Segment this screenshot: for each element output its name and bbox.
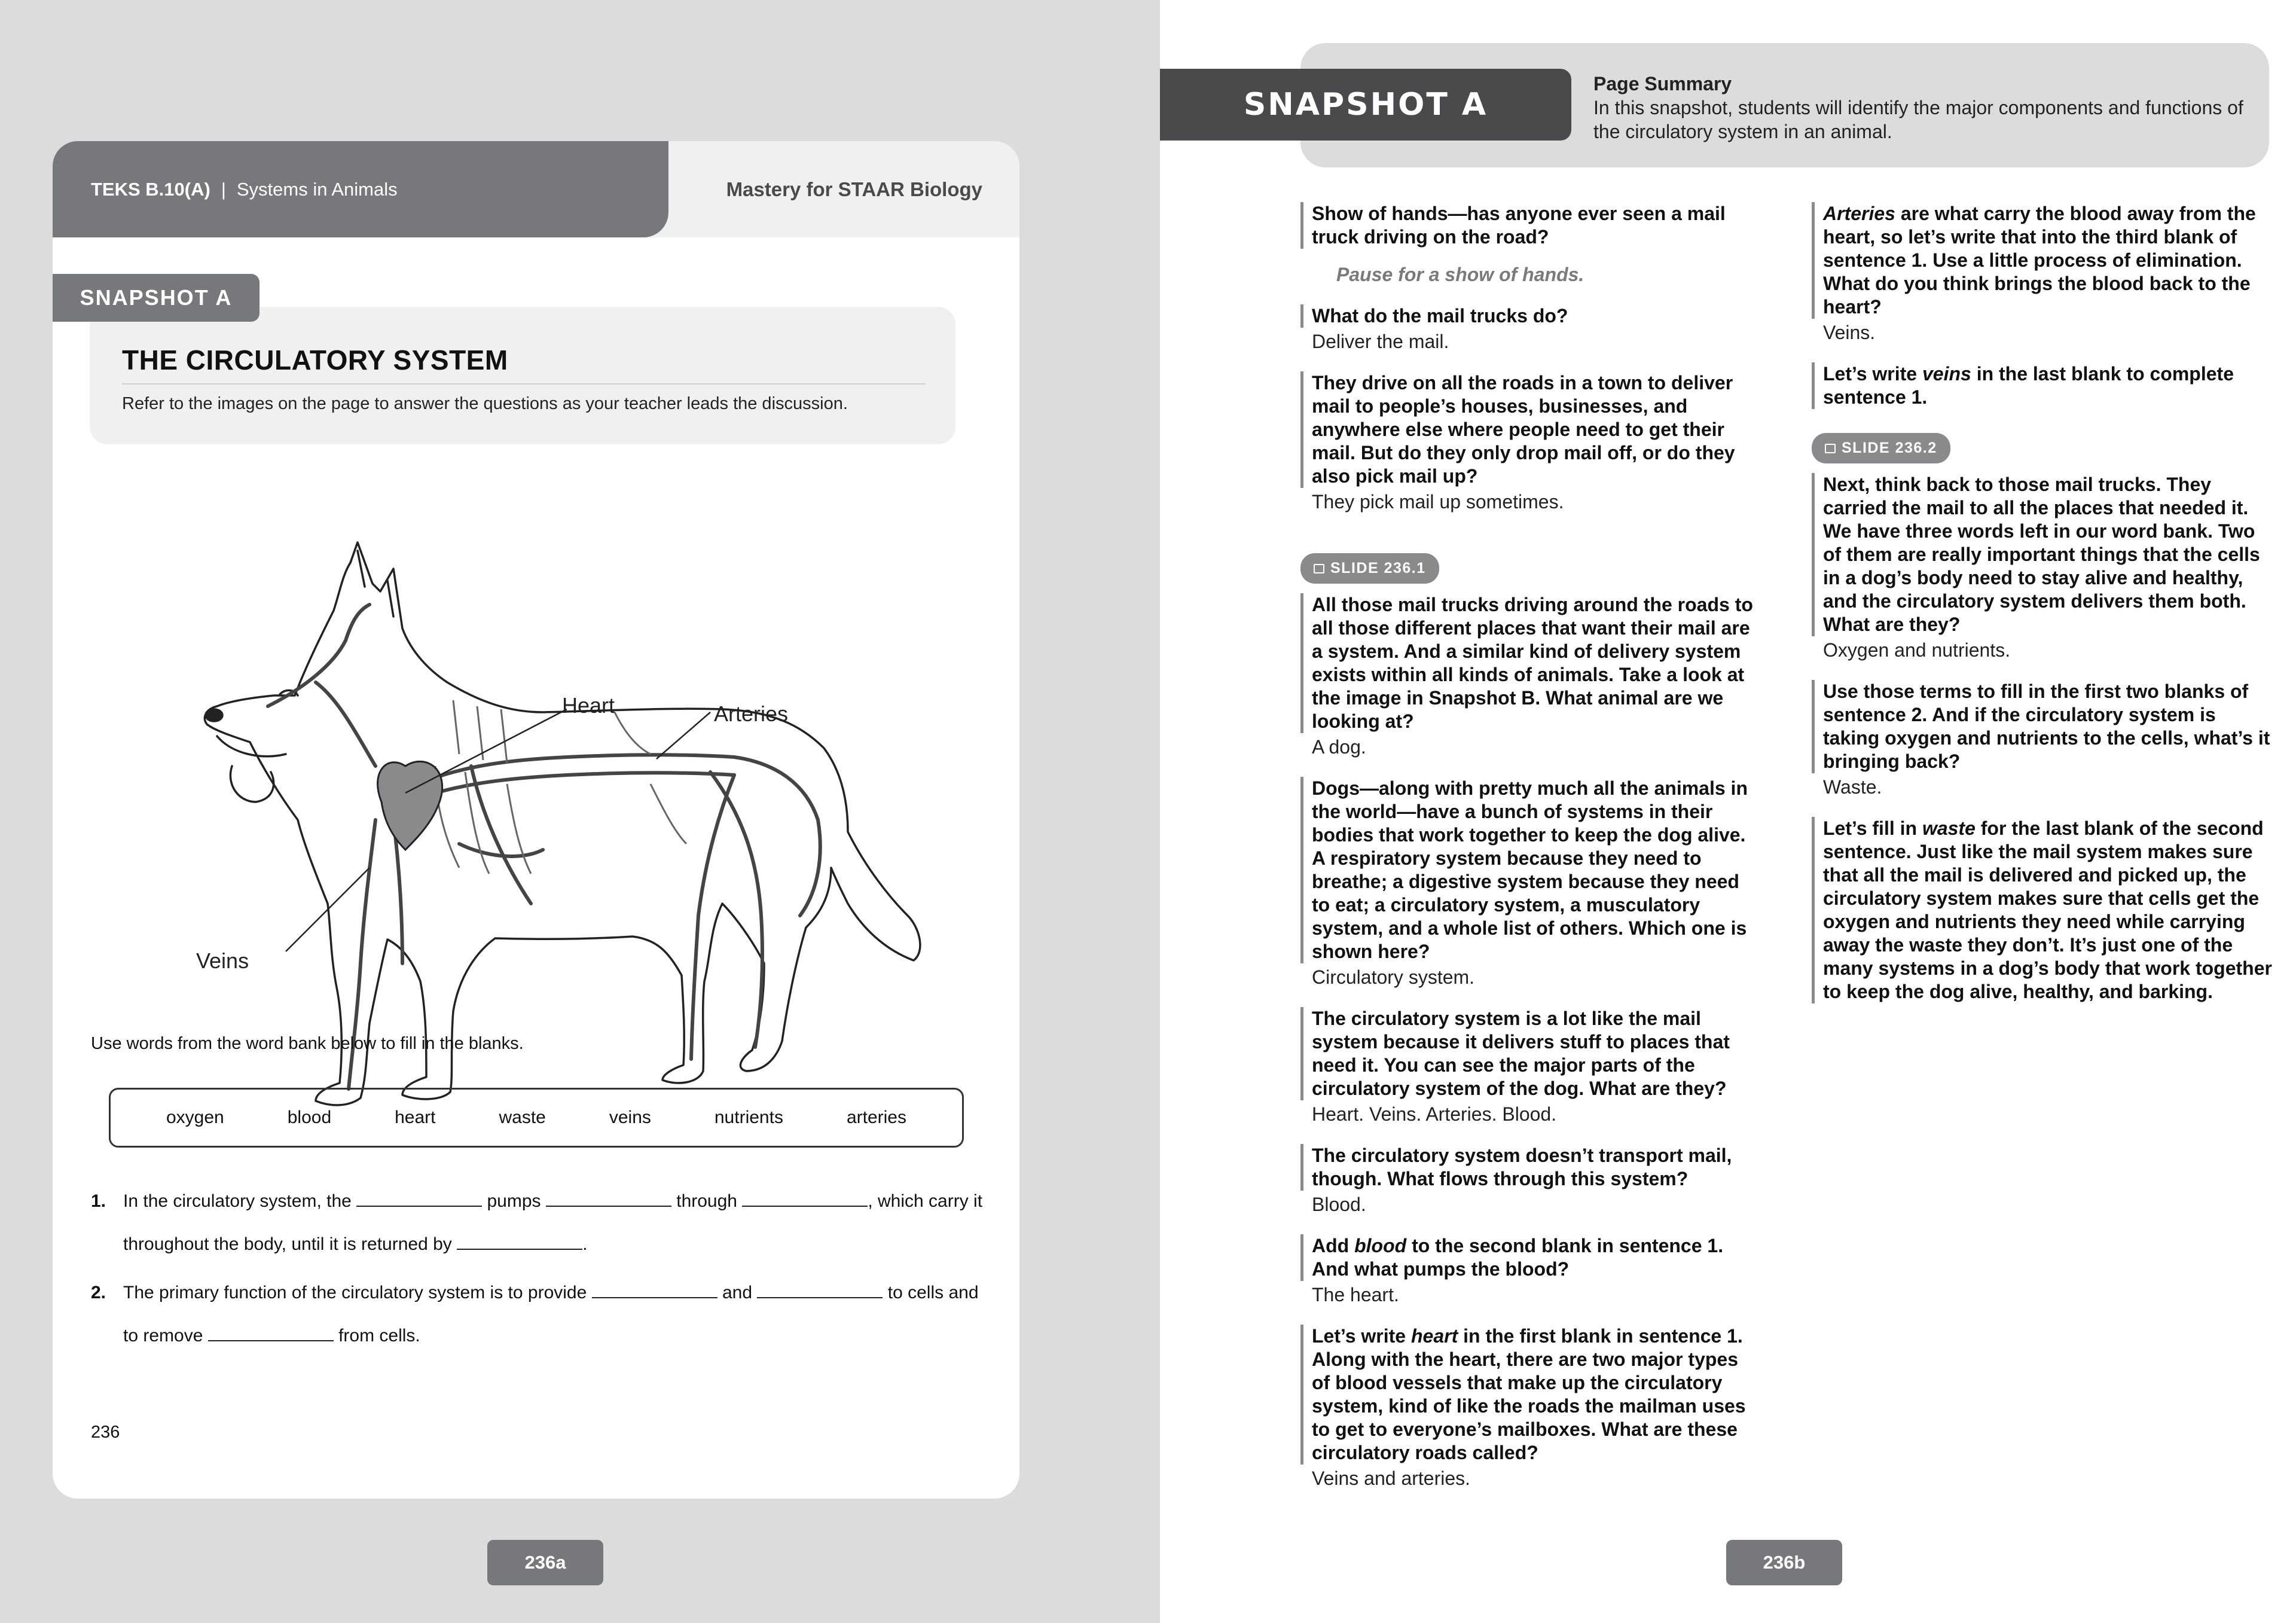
word-bank-item: oxygen: [166, 1108, 224, 1127]
answer-blank[interactable]: [592, 1282, 718, 1298]
word-bank-item: arteries: [846, 1108, 906, 1127]
heart-shape: [378, 761, 442, 850]
answer-blank[interactable]: [742, 1190, 868, 1207]
question-text: .: [582, 1234, 588, 1254]
expected-answer: They pick mail up sometimes.: [1312, 491, 1564, 512]
expected-answer: Heart. Veins. Arteries. Blood.: [1312, 1103, 1557, 1125]
slide-label: SLIDE 236.1: [1330, 560, 1426, 576]
footer-page-tab-236a: 236a: [487, 1540, 603, 1585]
summary-body: In this snapshot, students will identify the major components and functions of the circulatory system in an animal.: [1593, 97, 2243, 142]
word-bank-item: veins: [609, 1108, 651, 1127]
teacher-prompt: Next, think back to those mail trucks. They carried the mail to all the places that needed it. We have three words left in our word bank. Two of them are really important things that the cells in a dog’s body need to stay alive and healthy, and the circulatory system delivers them both. What are they?: [1812, 473, 2272, 636]
expected-answer: Deliver the mail.: [1312, 331, 1449, 352]
topic-label: Systems in Animals: [236, 178, 398, 200]
worksheet-header: [53, 141, 1019, 237]
title-panel: [90, 307, 955, 444]
prompt-text: are what carry the blood away from the heart, so let’s write that into the third blank of sentence 1. Use a little process of elimination. What do you think brings the blood back to the heart?: [1823, 203, 2256, 318]
word-bank-item: blood: [287, 1108, 332, 1127]
footer-page-tab-236b: 236b: [1726, 1540, 1842, 1585]
question-1: [91, 1180, 988, 1266]
question-text: In the circulatory system, the: [123, 1191, 352, 1211]
teacher-direction: Pause for a show of hands.: [1336, 264, 1584, 285]
slide-icon: [1314, 564, 1324, 573]
expected-answer: Circulatory system.: [1312, 966, 1475, 988]
teacher-script-column-1: [1300, 202, 1761, 1508]
arteries-label: Arteries: [714, 701, 789, 726]
teacher-prompt: Dogs—along with pretty much all the animals in the world—have a bunch of systems in their bodies that work together to keep the dog alive. A respiratory system because they need to breathe; a digestive system because they need to eat; a circulatory system, a musculatory system, and a whole list of others. Which one is shown here?: [1300, 777, 1761, 963]
question-text: pumps: [487, 1191, 541, 1211]
slide-badge[interactable]: [1300, 553, 1439, 584]
expected-answer: Oxygen and nutrients.: [1823, 639, 2011, 661]
teacher-prompt: The circulatory system doesn’t transport mail, though. What flows through this system?: [1300, 1144, 1761, 1191]
word-bank: [109, 1088, 964, 1148]
question-number: 2.: [91, 1283, 106, 1302]
prompt-text: for the last blank of the second sentence. Just like the mail system makes sure that all the mail is delivered and picked up, the circulatory system makes sure that cells get the oxygen and nutrients they need while carrying away the waste they don’t. It’s just one of the many systems in a dog’s body that work together to keep the dog alive, healthy, and barking.: [1823, 817, 2272, 1002]
teacher-prompt: The circulatory system is a lot like the mail system because it delivers stuff to places that need it. You can see the major parts of the circulatory system of the dog. What are they?: [1300, 1007, 1761, 1100]
question-text: to remove: [123, 1326, 203, 1346]
page-title: THE CIRCULATORY SYSTEM: [122, 344, 926, 385]
word-bank-item: nutrients: [714, 1108, 783, 1127]
answer-blank[interactable]: [356, 1190, 482, 1207]
question-text: The primary function of the circulatory system is to provide: [123, 1283, 587, 1302]
teacher-prompt: They drive on all the roads in a town to deliver mail to people’s houses, businesses, and anywhere else where people need to get their mail. But do they only drop mail off, or do they also pick mail up?: [1300, 371, 1761, 488]
prompt-text: to the second blank in sentence 1. And what pumps the blood?: [1312, 1235, 1724, 1280]
prompt-emphasis: waste: [1922, 817, 1976, 839]
question-2: [91, 1271, 988, 1357]
question-number: 1.: [91, 1191, 106, 1211]
slide-icon: [1825, 444, 1836, 453]
word-bank-item: waste: [499, 1108, 546, 1127]
question-text: and: [722, 1283, 753, 1302]
word-bank-item: heart: [395, 1108, 436, 1127]
heart-label: Heart: [562, 693, 615, 718]
header-separator: |: [221, 178, 226, 200]
veins-label: Veins: [196, 948, 249, 973]
question-text: from cells.: [338, 1326, 420, 1346]
expected-answer: The heart.: [1312, 1284, 1399, 1305]
fill-instruction: Use words from the word bank below to fill in the blanks.: [91, 1034, 524, 1053]
answer-blank[interactable]: [757, 1282, 883, 1298]
teacher-prompt: What do the mail trucks do?: [1300, 304, 1761, 328]
slide-label: SLIDE 236.2: [1842, 440, 1937, 456]
prompt-text: Let’s write: [1823, 363, 1922, 385]
question-text: , which carry it: [868, 1191, 983, 1211]
page-number: 236: [91, 1423, 120, 1442]
snapshot-banner: SNAPSHOT A: [1160, 69, 1571, 141]
prompt-emphasis: heart: [1410, 1325, 1458, 1347]
prompt-emphasis: Arteries: [1823, 203, 1895, 224]
prompt-text: in the first blank in sentence 1. Along with the heart, there are two major types of blood vessels that make up the circulatory system, kind of like the roads the mailman uses to get to everyone’s mailboxes. What are these circulatory roads called?: [1312, 1325, 1746, 1463]
snapshot-tab: SNAPSHOT A: [53, 274, 259, 322]
teacher-prompt: [1300, 1325, 1761, 1465]
teacher-prompt: All those mail trucks driving around the roads to all those different places that want their mail are a system. And a similar kind of delivery system exists within all kinds of animals. Take a look at the image in Snapshot B. What animal are we looking at?: [1300, 593, 1761, 733]
expected-answer: Veins.: [1823, 322, 1876, 343]
prompt-text: Let’s fill in: [1823, 817, 1922, 839]
summary-heading: Page Summary: [1593, 73, 1732, 94]
teacher-prompt: [1300, 1234, 1761, 1281]
question-text: to cells and: [887, 1283, 979, 1302]
teacher-prompt: Use those terms to fill in the first two blanks of sentence 2. And if the circulatory system is taking oxygen and nutrients to the cells, what’s it bringing back?: [1812, 680, 2272, 773]
expected-answer: Blood.: [1312, 1194, 1366, 1215]
prompt-text: in the last blank to complete sentence 1.: [1823, 363, 2234, 408]
expected-answer: Veins and arteries.: [1312, 1468, 1471, 1489]
question-text: through: [676, 1191, 737, 1211]
expected-answer: A dog.: [1312, 736, 1366, 758]
teks-tab: [53, 141, 668, 237]
prompt-emphasis: blood: [1354, 1235, 1407, 1256]
teacher-prompt: [1812, 817, 2272, 1003]
answer-blank[interactable]: [457, 1233, 582, 1250]
book-title: Mastery for STAAR Biology: [726, 178, 982, 200]
instruction-text: Refer to the images on the page to answer the questions as your teacher leads the discussion.: [122, 394, 848, 413]
answer-blank[interactable]: [208, 1325, 334, 1341]
teacher-prompt: [1812, 362, 2272, 409]
prompt-emphasis: veins: [1922, 363, 1971, 385]
student-worksheet: [53, 141, 1019, 1499]
expected-answer: Waste.: [1823, 776, 1882, 798]
prompt-text: Let’s write: [1312, 1325, 1411, 1347]
teks-code: TEKS B.10(A): [91, 178, 210, 200]
answer-blank[interactable]: [546, 1190, 671, 1207]
question-text: throughout the body, until it is returned by: [123, 1234, 452, 1254]
teacher-script-column-2: [1812, 202, 2272, 1006]
teacher-prompt: [1812, 202, 2272, 319]
slide-badge[interactable]: [1812, 433, 1950, 463]
teacher-prompt: Show of hands—has anyone ever seen a mail truck driving on the road?: [1300, 202, 1761, 249]
prompt-text: Add: [1312, 1235, 1355, 1256]
page-summary: [1593, 72, 2254, 144]
